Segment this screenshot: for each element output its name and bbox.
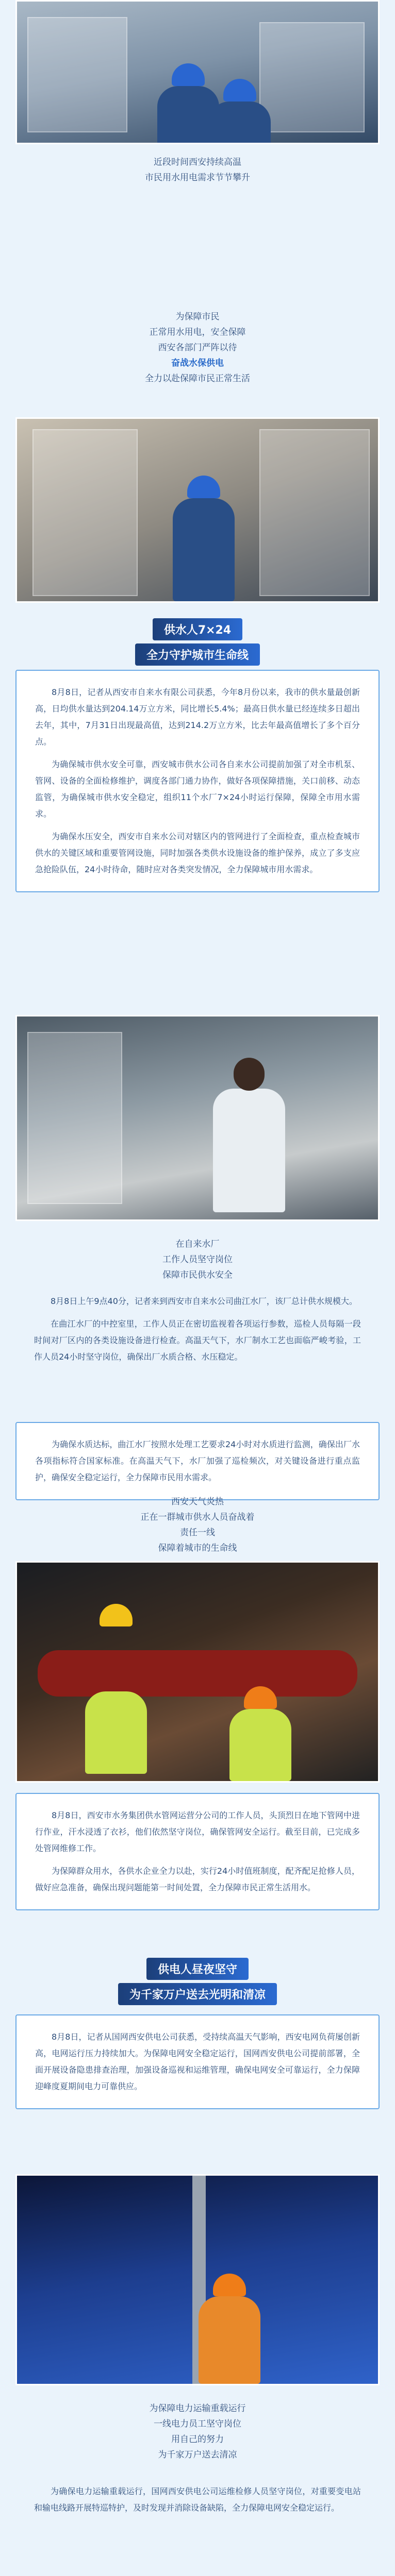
paragraph: 为确保水质达标，曲江水厂按照水处理工艺要求24小时对水质进行监测，确保出厂水各项指标符合国家标准。在高温天气下，水厂加强了巡检频次，对关键设备进行重点监护，确保安全稳定运行，全力保障市民用水需求。 — [35, 1439, 360, 1482]
text-box-water-supply — [15, 670, 380, 892]
photo-water-plant — [15, 1015, 380, 1221]
worker-figure — [85, 1691, 147, 1774]
worker-figure — [229, 1709, 291, 1781]
text-water-plant — [15, 1293, 380, 1371]
worker-figure — [173, 498, 235, 601]
caption-line: 西安各部门严阵以待 — [158, 343, 237, 353]
caption-line: 市民用水用电需求节节攀升 — [145, 173, 250, 183]
caption-1 — [0, 155, 395, 185]
caption-line: 西安天气炎热 — [171, 1497, 224, 1507]
helmet-icon — [187, 476, 220, 498]
switchgear-cabinet-right — [259, 22, 365, 132]
photo-lineman-pole — [15, 2174, 380, 2385]
caption-7 — [0, 2401, 395, 2463]
caption-line: 全力以赴保障市民正常生活 — [145, 374, 250, 384]
caption-3 — [0, 1236, 395, 1283]
helmet-icon — [223, 79, 256, 101]
text-box-power-grid — [15, 2014, 380, 2109]
worker-figure — [199, 2296, 260, 2384]
caption-line: 用自己的努力 — [171, 2434, 224, 2445]
caption-5 — [0, 1494, 395, 1556]
paragraph: 为确保水压安全，西安市自来水公司对辖区内的管网进行了全面检查，重点检查城市供水的关键区域和重要管网设施，同时加强各类供水设施设备的维护保养，成立了多支应急抢险队伍，24小时待命，随时应对各类突发情况，全力保障城市用水需求。 — [35, 832, 360, 874]
caption-highlight: 奋战水保供电 — [171, 358, 224, 368]
caption-line: 保障市民供水安全 — [162, 1270, 233, 1280]
water-pipe — [38, 1650, 357, 1697]
paragraph: 在曲江水厂的中控室里，工作人员正在密切监视着各项运行参数，巡检人员每隔一段时间对厂区内的各类设施设备进行检查。高温天气下，水厂制水工艺也面临严峻考验，工作人员24小时坚守岗位，确保出厂水质合格、水压稳定。 — [34, 1319, 361, 1362]
photo-pipe-repair — [15, 1561, 380, 1783]
worker-figure — [209, 101, 271, 144]
title-line: 供水人7×24 — [153, 618, 242, 640]
paragraph: 为确保城市供水安全可靠，西安城市供水公司各自来水公司提前加强了对全市机泵、管网、设备的全面检修维护，调度各部门通力协作，做好各项保障措施，关口前移、动态监管，为确保城市供水安全稳定，组织11个水厂7×24小时运行保障，保障全市用水需求。 — [35, 759, 360, 819]
panel-cabinet — [32, 429, 138, 596]
paragraph: 8月8日，记者从西安市自来水有限公司获悉，今年8月份以来，我市的供水量最创新高，日均供水量达到204.14万立方米，同比增长5.4%；最高日供水量已经连续多日超出去年，其中，7月31日出现最高值，达到214.2万立方米，比去年最高值增长了多个百分点。 — [35, 687, 360, 747]
caption-line: 正在一群城市供水人员奋战着 — [140, 1512, 255, 1522]
title-line: 全力守护城市生命线 — [135, 643, 260, 666]
caption-line: 为保障市民 — [175, 312, 220, 322]
caption-line: 正常用水用电，安全保障 — [149, 327, 246, 337]
section-title-water — [0, 618, 395, 666]
caption-line: 在自来水厂 — [175, 1239, 220, 1249]
caption-line: 工作人员坚守岗位 — [162, 1255, 233, 1265]
caption-line: 近段时间西安持续高温 — [154, 157, 241, 167]
caption-2 — [0, 309, 395, 386]
caption-line: 为千家万户送去清凉 — [158, 2450, 237, 2460]
photo-electrician-at-panel — [15, 417, 380, 603]
paragraph: 8月8日上午9点40分，记者来到西安市自来水公司曲江水厂，该厂总计供水规模大。 — [51, 1296, 357, 1306]
pipe-equipment — [27, 1032, 122, 1204]
paragraph: 8月8日，西安市水务集团供水管网运营分公司的工作人员，头顶烈日在地下管网中进行作业，汗水浸透了衣衫，他们依然坚守岗位，确保管网安全运行。截至目前，已完成多处管网维修工作。 — [35, 1810, 360, 1853]
worker-head — [234, 1058, 265, 1091]
title-line: 供电人昼夜坚守 — [146, 1958, 249, 1980]
paragraph: 8月8日，记者从国网西安供电公司获悉，受持续高温天气影响，西安电网负荷屡创新高，电网运行压力持续加大。为保障电网安全稳定运行，国网西安供电公司提前部署，全面开展设备隐患排查治理，加强设备巡视和运维管理，确保电网安全可靠运行，全力保障迎峰度夏期间电力可靠供应。 — [35, 2032, 360, 2091]
paragraph: 为确保电力运输重载运行，国网西安供电公司运维检修人员坚守岗位，对重要变电站和输电线路开展特巡特护，及时发现并消除设备缺陷，全力保障电网安全稳定运行。 — [34, 2486, 361, 2513]
worker-figure — [213, 1089, 285, 1212]
paragraph: 为保障群众用水，各供水企业全力以赴，实行24小时值班制度，配齐配足抢修人员，做好应急准备，确保出现问题能第一时间处置，全力保障市民正常生活用水。 — [35, 1866, 360, 1892]
caption-line: 保障着城市的生命线 — [158, 1543, 237, 1553]
caption-line: 为保障电力运输重载运行 — [149, 2403, 246, 2414]
caption-line: 一线电力员工坚守岗位 — [154, 2419, 241, 2429]
text-power-maintenance — [15, 2483, 380, 2522]
text-box-pipe-network — [15, 1793, 380, 1910]
caption-line: 责任一线 — [180, 1528, 215, 1538]
title-line: 为千家万户送去光明和清凉 — [118, 1983, 277, 2005]
section-title-power — [0, 1958, 395, 2005]
switchgear-cabinet-left — [27, 17, 127, 132]
photo-electricians-inspecting — [15, 0, 380, 144]
panel-cabinet — [259, 429, 370, 596]
text-box-water-quality — [15, 1422, 380, 1500]
helmet-icon — [100, 1604, 133, 1626]
helmet-icon — [172, 63, 205, 86]
helmet-icon — [213, 2274, 246, 2296]
